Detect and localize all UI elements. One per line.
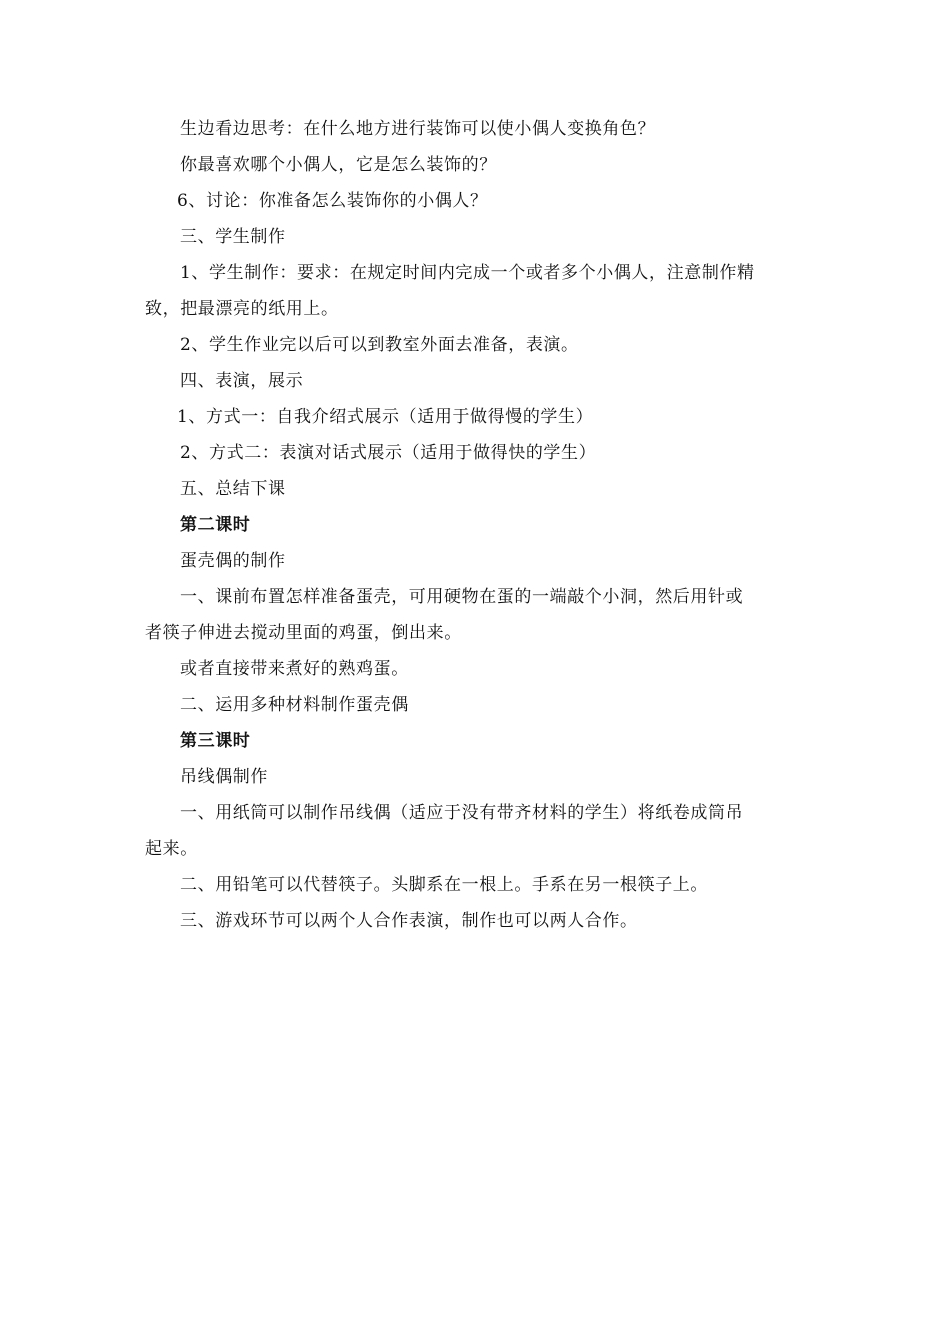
text-line: 者筷子伸进去搅动里面的鸡蛋，倒出来。 xyxy=(145,623,462,643)
text-line: 一、课前布置怎样准备蛋壳，可用硬物在蛋的一端敲个小洞，然后用针或 xyxy=(180,587,744,607)
lesson-heading: 第三课时 xyxy=(180,731,251,751)
text-line: 生边看边思考：在什么地方进行装饰可以使小偶人变换角色？ xyxy=(180,119,656,139)
text-line: 2、方式二：表演对话式展示（适用于做得快的学生） xyxy=(180,443,597,463)
text-line: 致，把最漂亮的纸用上。 xyxy=(145,299,339,319)
text-line: 6、讨论：你准备怎么装饰你的小偶人？ xyxy=(177,191,488,211)
section-heading: 四、表演，展示 xyxy=(180,371,304,391)
text-line: 二、用铅笔可以代替筷子。头脚系在一根上。手系在另一根筷子上。 xyxy=(180,875,708,895)
text-line: 2、学生作业完以后可以到教室外面去准备，表演。 xyxy=(180,335,579,355)
text-line: 起来。 xyxy=(145,839,198,859)
lesson-heading: 第二课时 xyxy=(180,515,251,535)
text-line: 你最喜欢哪个小偶人，它是怎么装饰的？ xyxy=(180,155,497,175)
text-line: 二、运用多种材料制作蛋壳偶 xyxy=(180,695,409,715)
section-heading: 三、学生制作 xyxy=(180,227,286,247)
text-line: 一、用纸筒可以制作吊线偶（适应于没有带齐材料的学生）将纸卷成筒吊 xyxy=(180,803,744,823)
text-line: 1、学生制作：要求：在规定时间内完成一个或者多个小偶人，注意制作精 xyxy=(180,263,755,283)
subsection-title: 蛋壳偶的制作 xyxy=(180,551,286,571)
text-line: 或者直接带来煮好的熟鸡蛋。 xyxy=(180,659,409,679)
section-heading: 五、总结下课 xyxy=(180,479,286,499)
subsection-title: 吊线偶制作 xyxy=(180,767,268,787)
text-line: 三、游戏环节可以两个人合作表演，制作也可以两人合作。 xyxy=(180,911,638,931)
text-line: 1、方式一：自我介绍式展示（适用于做得慢的学生） xyxy=(177,407,594,427)
